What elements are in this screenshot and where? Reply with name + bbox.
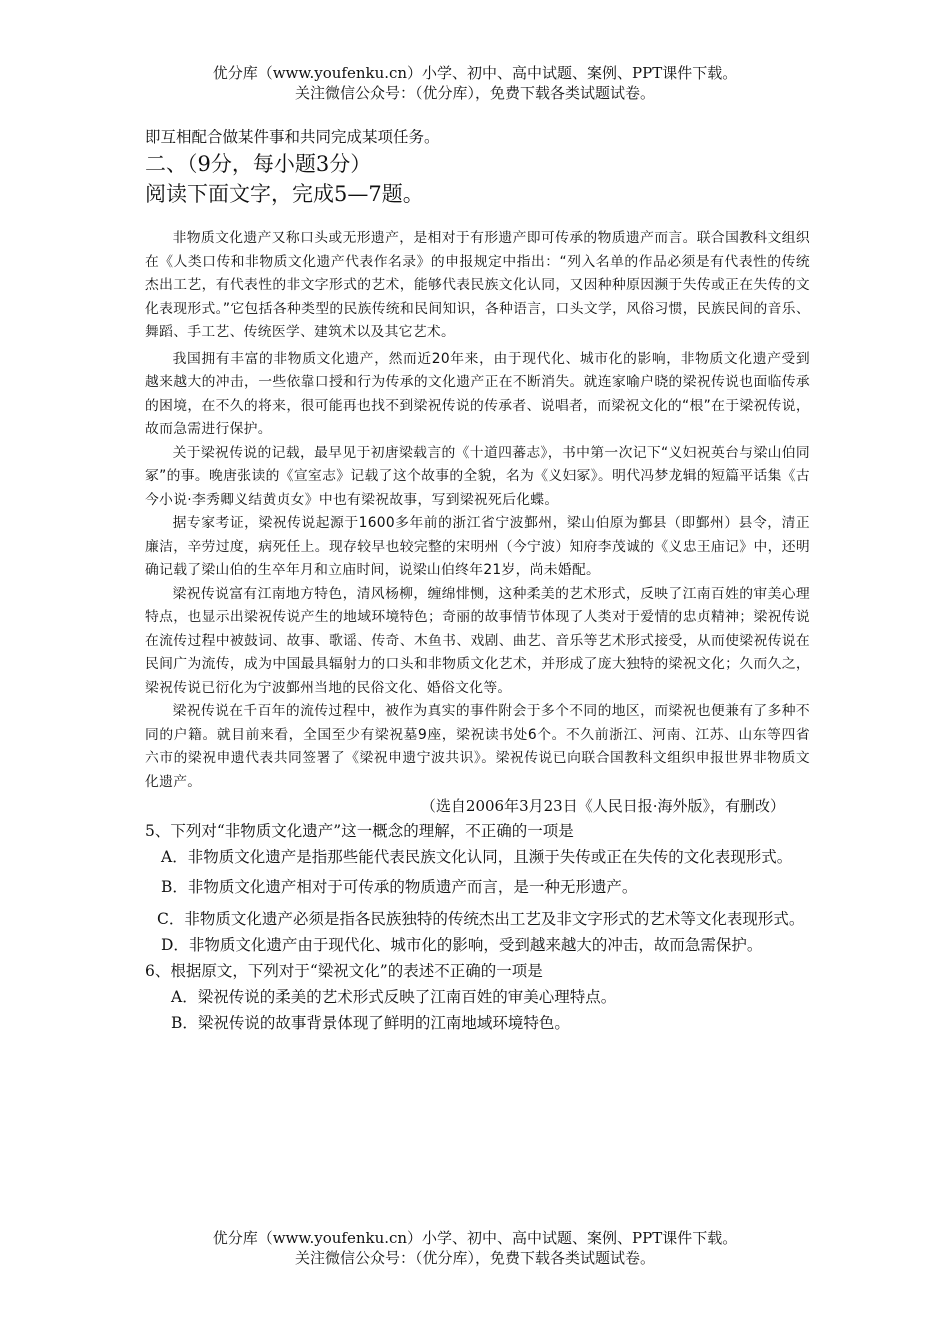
- passage-paragraph-6: 梁祝传说在千百年的流传过程中，被作为真实的事件附会于多个不同的地区，而梁祝也便兼有了多种不同的户籍。就目前来看，全国至少有梁祝墓9座，梁祝读书处6个。不久前浙江、河南、江苏、山东等四省六市的梁祝申遗代表共同签署了《梁祝申遗宁波共识》。梁祝传说已向联合国教科文组织申报世界非物质文化遗产。: [145, 703, 810, 790]
- question-6-option-a: A．梁祝传说的柔美的艺术形式反映了江南百姓的审美心理特点。: [171, 988, 617, 1006]
- question-6: [145, 958, 810, 1036]
- question-5-option-d: D．非物质文化遗产由于现代化、城市化的影响，受到越来越大的冲击，故而急需保护。: [161, 936, 763, 954]
- passage-paragraph-4: 据专家考证，梁祝传说起源于1600多年前的浙江省宁波鄞州，梁山伯原为鄞县（即鄞州）县令，清正廉洁，辛劳过度，病死任上。现存较早也较完整的宋明州（今宁波）知府李茂诚的《义忠王庙记》中，还明确记载了梁山伯的生卒年月和立庙时间，说梁山伯终年21岁，尚未婚配。: [145, 515, 810, 578]
- question-5-option-a: A．非物质文化遗产是指那些能代表民族文化认同，且濒于失传或正在失传的文化表现形式。: [161, 848, 793, 866]
- question-5-option-c: C．非物质文化遗产必须是指各民族独特的传统杰出工艺及非文字形式的艺术等文化表现形式。: [157, 910, 805, 928]
- header-line-2: 关注微信公众号：（优分库），免费下载各类试题试卷。: [294, 84, 655, 102]
- page-content: [145, 125, 810, 1036]
- section-title: 二、（9分，每小题3分）: [145, 152, 372, 176]
- question-6-stem: 6、根据原文，下列对于“梁祝文化”的表述不正确的一项是: [145, 962, 543, 980]
- footer-line-1: 优分库（www.youfenku.cn）小学、初中、高中试题、案例、PPT课件下载。: [212, 1229, 738, 1247]
- page-header: [0, 63, 950, 103]
- question-5-stem: 5、下列对“非物质文化遗产”这一概念的理解，不正确的一项是: [145, 822, 574, 840]
- section-instruction: 阅读下面文字，完成5—7题。: [145, 182, 424, 206]
- passage-paragraph-1: 非物质文化遗产又称口头或无形遗产，是相对于有形遗产即可传承的物质遗产而言。联合国教科文组织在《人类口传和非物质文化遗产代表作名录》的申报规定中指出：“列入名单的作品必须是有代表性的传统杰出工艺，有代表性的非文字形式的艺术，能够代表民族文化认同，又因种种原因濒于失传或正在失传的文化表现形式。”它包括各种类型的民族传统和民间知识，各种语言，口头文学，风俗习惯，民族民间的音乐、舞蹈、手工艺、传统医学、建筑术以及其它艺术。: [145, 230, 810, 340]
- passage-paragraph-2: 我国拥有丰富的非物质文化遗产，然而近20年来，由于现代化、城市化的影响，非物质文化遗产受到越来越大的冲击，一些依靠口授和行为传承的文化遗产正在不断消失。就连家喻户晓的梁祝传说也面临传承的困境，在不久的将来，很可能再也找不到梁祝传说的传承者、说唱者，而梁祝文化的“根”在于梁祝传说，故而急需进行保护。: [145, 350, 810, 437]
- footer-line-2: 关注微信公众号：（优分库），免费下载各类试题试卷。: [294, 1249, 655, 1267]
- question-5: [145, 818, 810, 958]
- page-footer: [0, 1228, 950, 1268]
- question-5-option-b: B．非物质文化遗产相对于可传承的物质遗产而言，是一种无形遗产。: [161, 878, 638, 896]
- intro-line: 即互相配合做某件事和共同完成某项任务。: [145, 128, 440, 146]
- question-6-option-b: B．梁祝传说的故事背景体现了鲜明的江南地域环境特色。: [171, 1014, 570, 1032]
- passage-paragraph-5: 梁祝传说富有江南地方特色，清风杨柳，缠绵悱恻，这种柔美的艺术形式，反映了江南百姓的审美心理特点，也显示出梁祝传说产生的地域环境特色；奇丽的故事情节体现了人类对于爱情的忠贞精神；梁祝传说在流传过程中被鼓词、故事、歌谣、传奇、木鱼书、戏剧、曲艺、音乐等艺术形式接受，从而使梁祝传说在民间广为流传，成为中国最具辐射力的口头和非物质文化艺术，并形成了庞大独特的梁祝文化；久而久之，梁祝传说已衍化为宁波鄞州当地的民俗文化、婚俗文化等。: [145, 585, 810, 696]
- passage-paragraph-3: 关于梁祝传说的记载，最早见于初唐梁载言的《十道四蕃志》，书中第一次记下“义妇祝英台与梁山伯同冢”的事。晚唐张读的《宣室志》记载了这个故事的全貌，名为《义妇冢》。明代冯梦龙辑的短篇平话集《古今小说·李秀卿义结黄贞女》中也有梁祝故事，写到梁祝死后化蝶。: [145, 444, 810, 508]
- passage-source: （选自2006年3月23日《人民日报·海外版》，有删改）: [420, 797, 785, 815]
- header-line-1: 优分库（www.youfenku.cn）小学、初中、高中试题、案例、PPT课件下载。: [212, 64, 738, 82]
- reading-passage: [145, 227, 810, 794]
